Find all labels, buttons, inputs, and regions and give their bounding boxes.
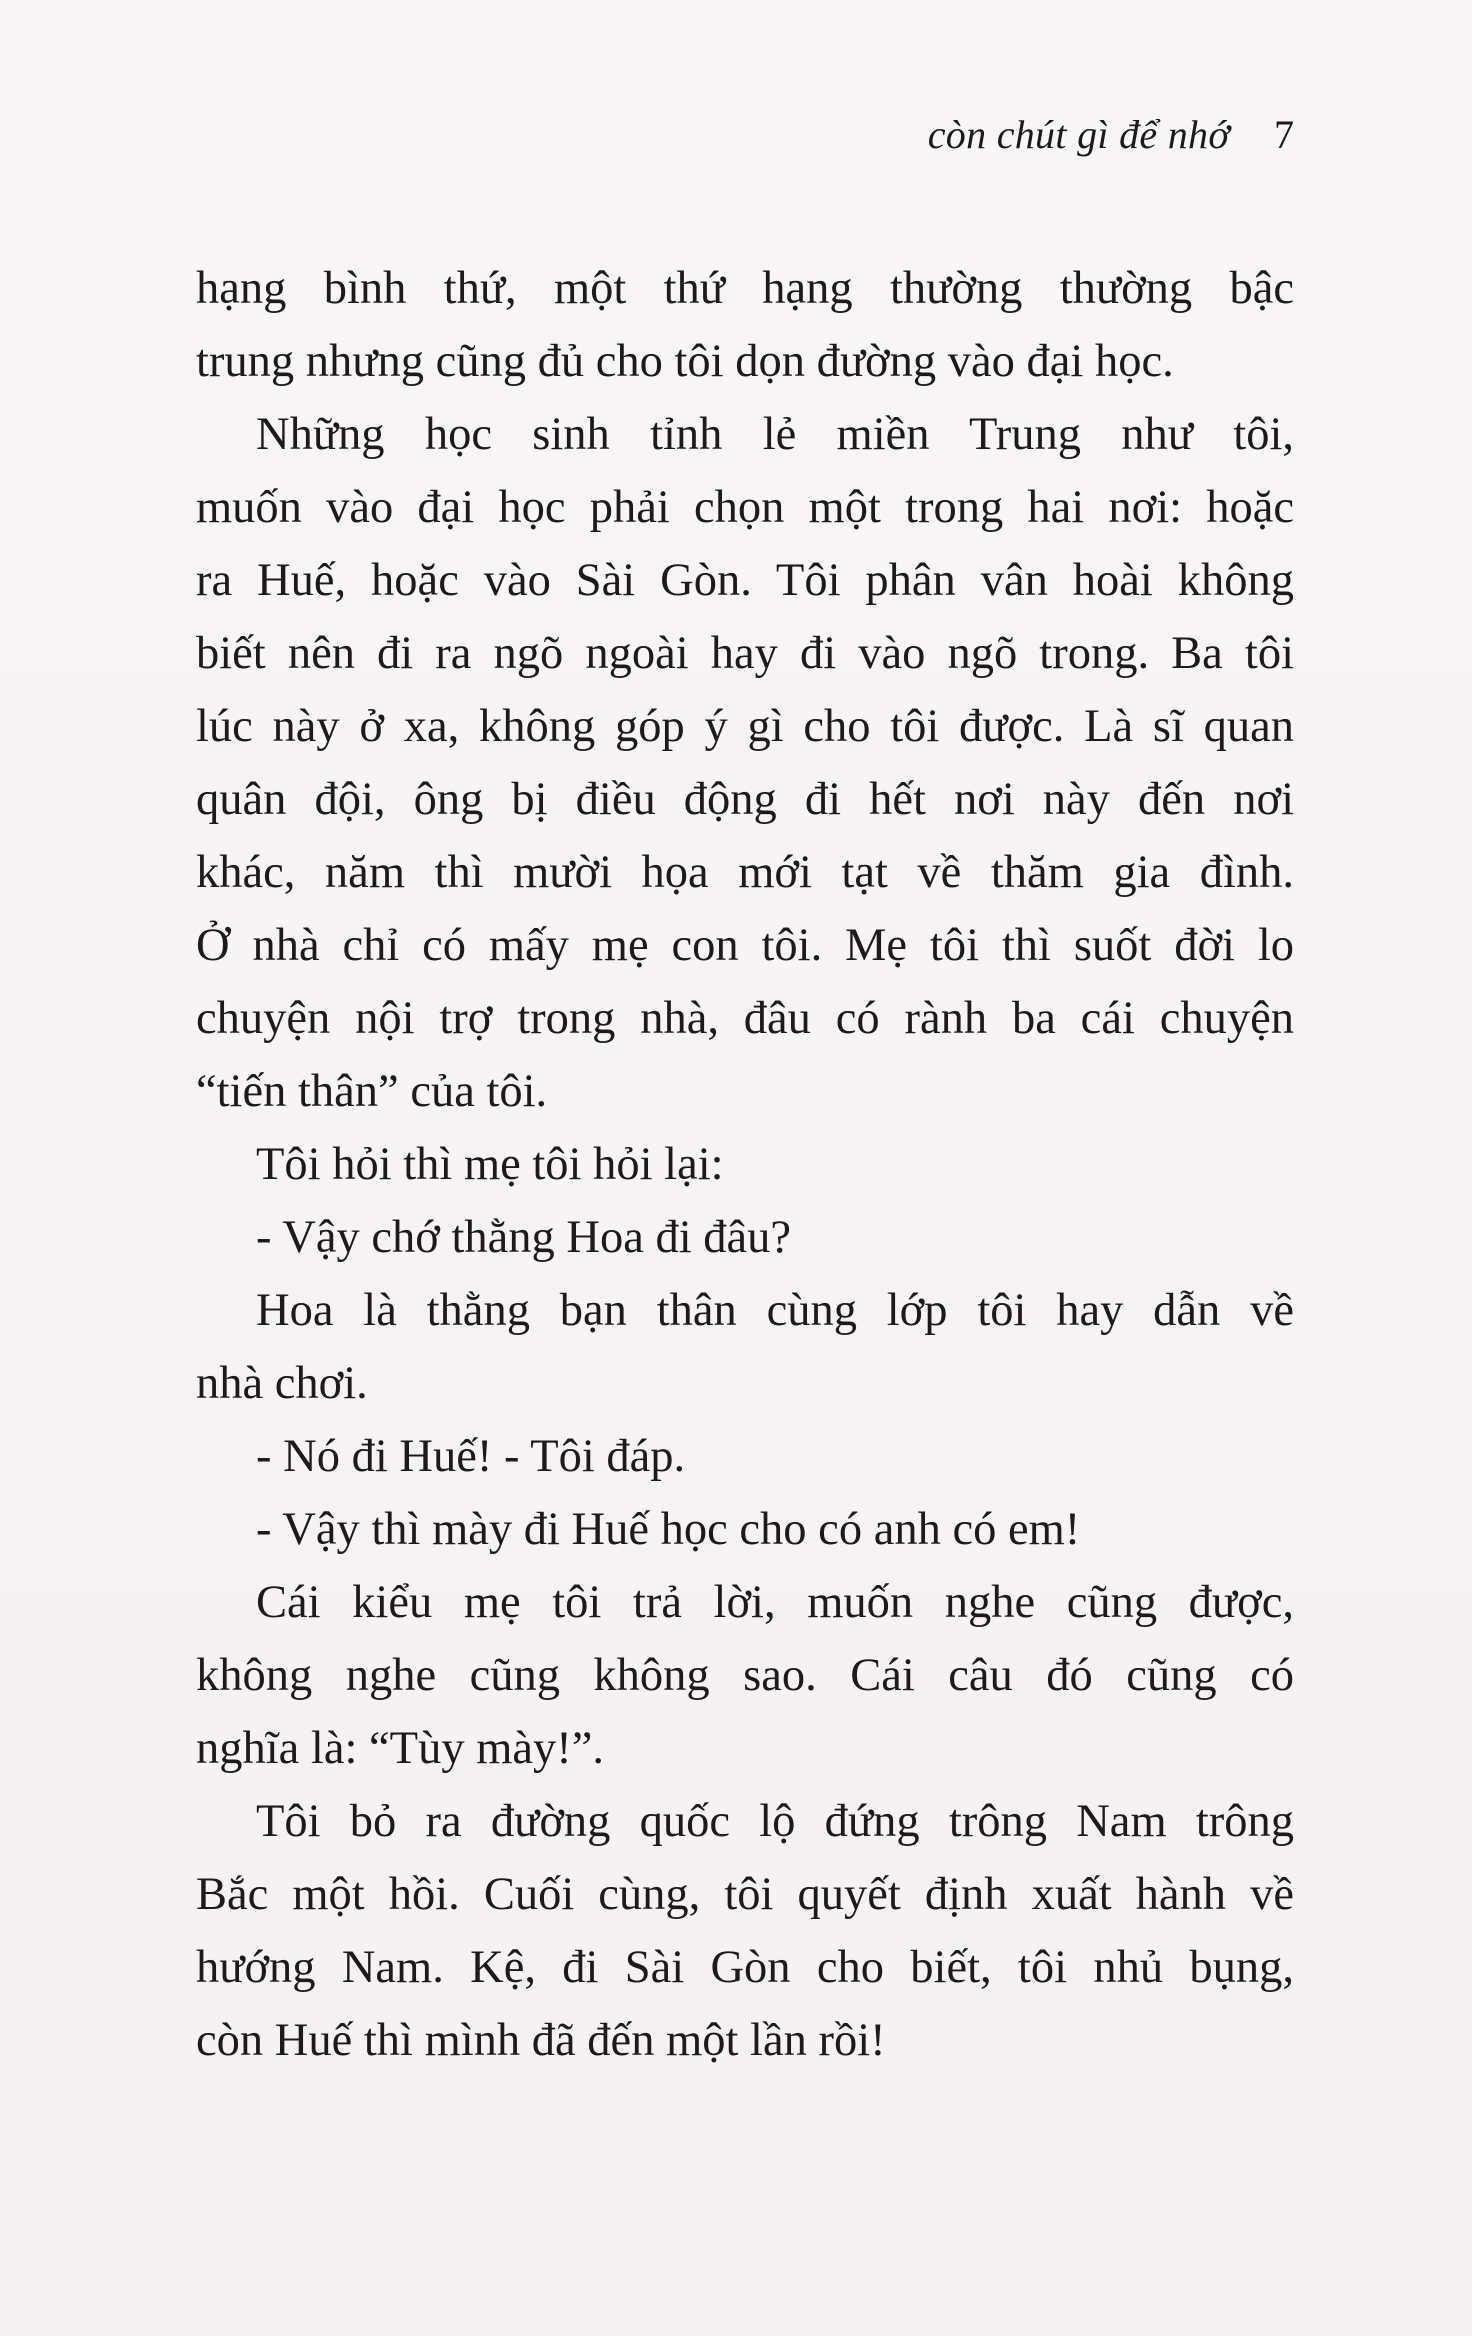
text-line: - Vậy chớ thằng Hoa đi đâu? [256,1212,792,1263]
text-line: nghĩa là: “Tùy mày!”. [196,1723,605,1774]
paragraph [196,1420,1294,1493]
text-line: chuyện nội trợ trong nhà, đâu có rành ba cái chuyện [196,993,1294,1044]
paragraph [196,1128,1294,1201]
text-line: hướng Nam. Kệ, đi Sài Gòn cho biết, tôi nhủ bụng, [196,1942,1294,1993]
text-line: Cái kiểu mẹ tôi trả lời, muốn nghe cũng được, [256,1577,1294,1628]
text-line: Những học sinh tỉnh lẻ miền Trung như tôi, [256,409,1294,460]
text-line: không nghe cũng không sao. Cái câu đó cũng có [196,1650,1294,1701]
text-line: biết nên đi ra ngõ ngoài hay đi vào ngõ trong. Ba tôi [196,628,1294,679]
text-line: hạng bình thứ, một thứ hạng thường thường bậc [196,263,1294,314]
page-number: 7 [1274,112,1294,157]
text-line: Bắc một hồi. Cuối cùng, tôi quyết định xuất hành về [196,1869,1294,1920]
text-line: khác, năm thì mười họa mới tạt về thăm gia đình. [196,847,1294,898]
text-line: nhà chơi. [196,1358,368,1409]
text-line: lúc này ở xa, không góp ý gì cho tôi được. Là sĩ quan [196,701,1294,752]
paragraph [196,1274,1294,1420]
running-header [0,110,1294,160]
text-line: - Nó đi Huế! - Tôi đáp. [256,1431,686,1482]
text-line: Ở nhà chỉ có mấy mẹ con tôi. Mẹ tôi thì suốt đời lo [196,920,1294,971]
text-line: Tôi hỏi thì mẹ tôi hỏi lại: [256,1139,724,1190]
paragraph [196,398,1294,1128]
text-line: Hoa là thằng bạn thân cùng lớp tôi hay dẫn về [256,1285,1294,1336]
text-line: muốn vào đại học phải chọn một trong hai nơi: hoặc [196,482,1294,533]
paragraph [196,1201,1294,1274]
text-line: quân đội, ông bị điều động đi hết nơi này đến nơi [196,774,1294,825]
text-line: ra Huế, hoặc vào Sài Gòn. Tôi phân vân hoài không [196,555,1294,606]
text-line: Tôi bỏ ra đường quốc lộ đứng trông Nam trông [256,1796,1294,1847]
text-line: - Vậy thì mày đi Huế học cho có anh có em! [256,1504,1081,1555]
text-line: còn Huế thì mình đã đến một lần rồi! [196,2015,886,2066]
text-line: trung nhưng cũng đủ cho tôi dọn đường vào đại học. [196,336,1174,387]
chapter-title: còn chút gì để nhớ [927,112,1230,157]
paragraph [196,1785,1294,2077]
paragraph [196,1566,1294,1785]
body-text [196,252,1294,2077]
paragraph [196,252,1294,398]
paragraph [196,1493,1294,1566]
text-line: “tiến thân” của tôi. [196,1066,548,1117]
